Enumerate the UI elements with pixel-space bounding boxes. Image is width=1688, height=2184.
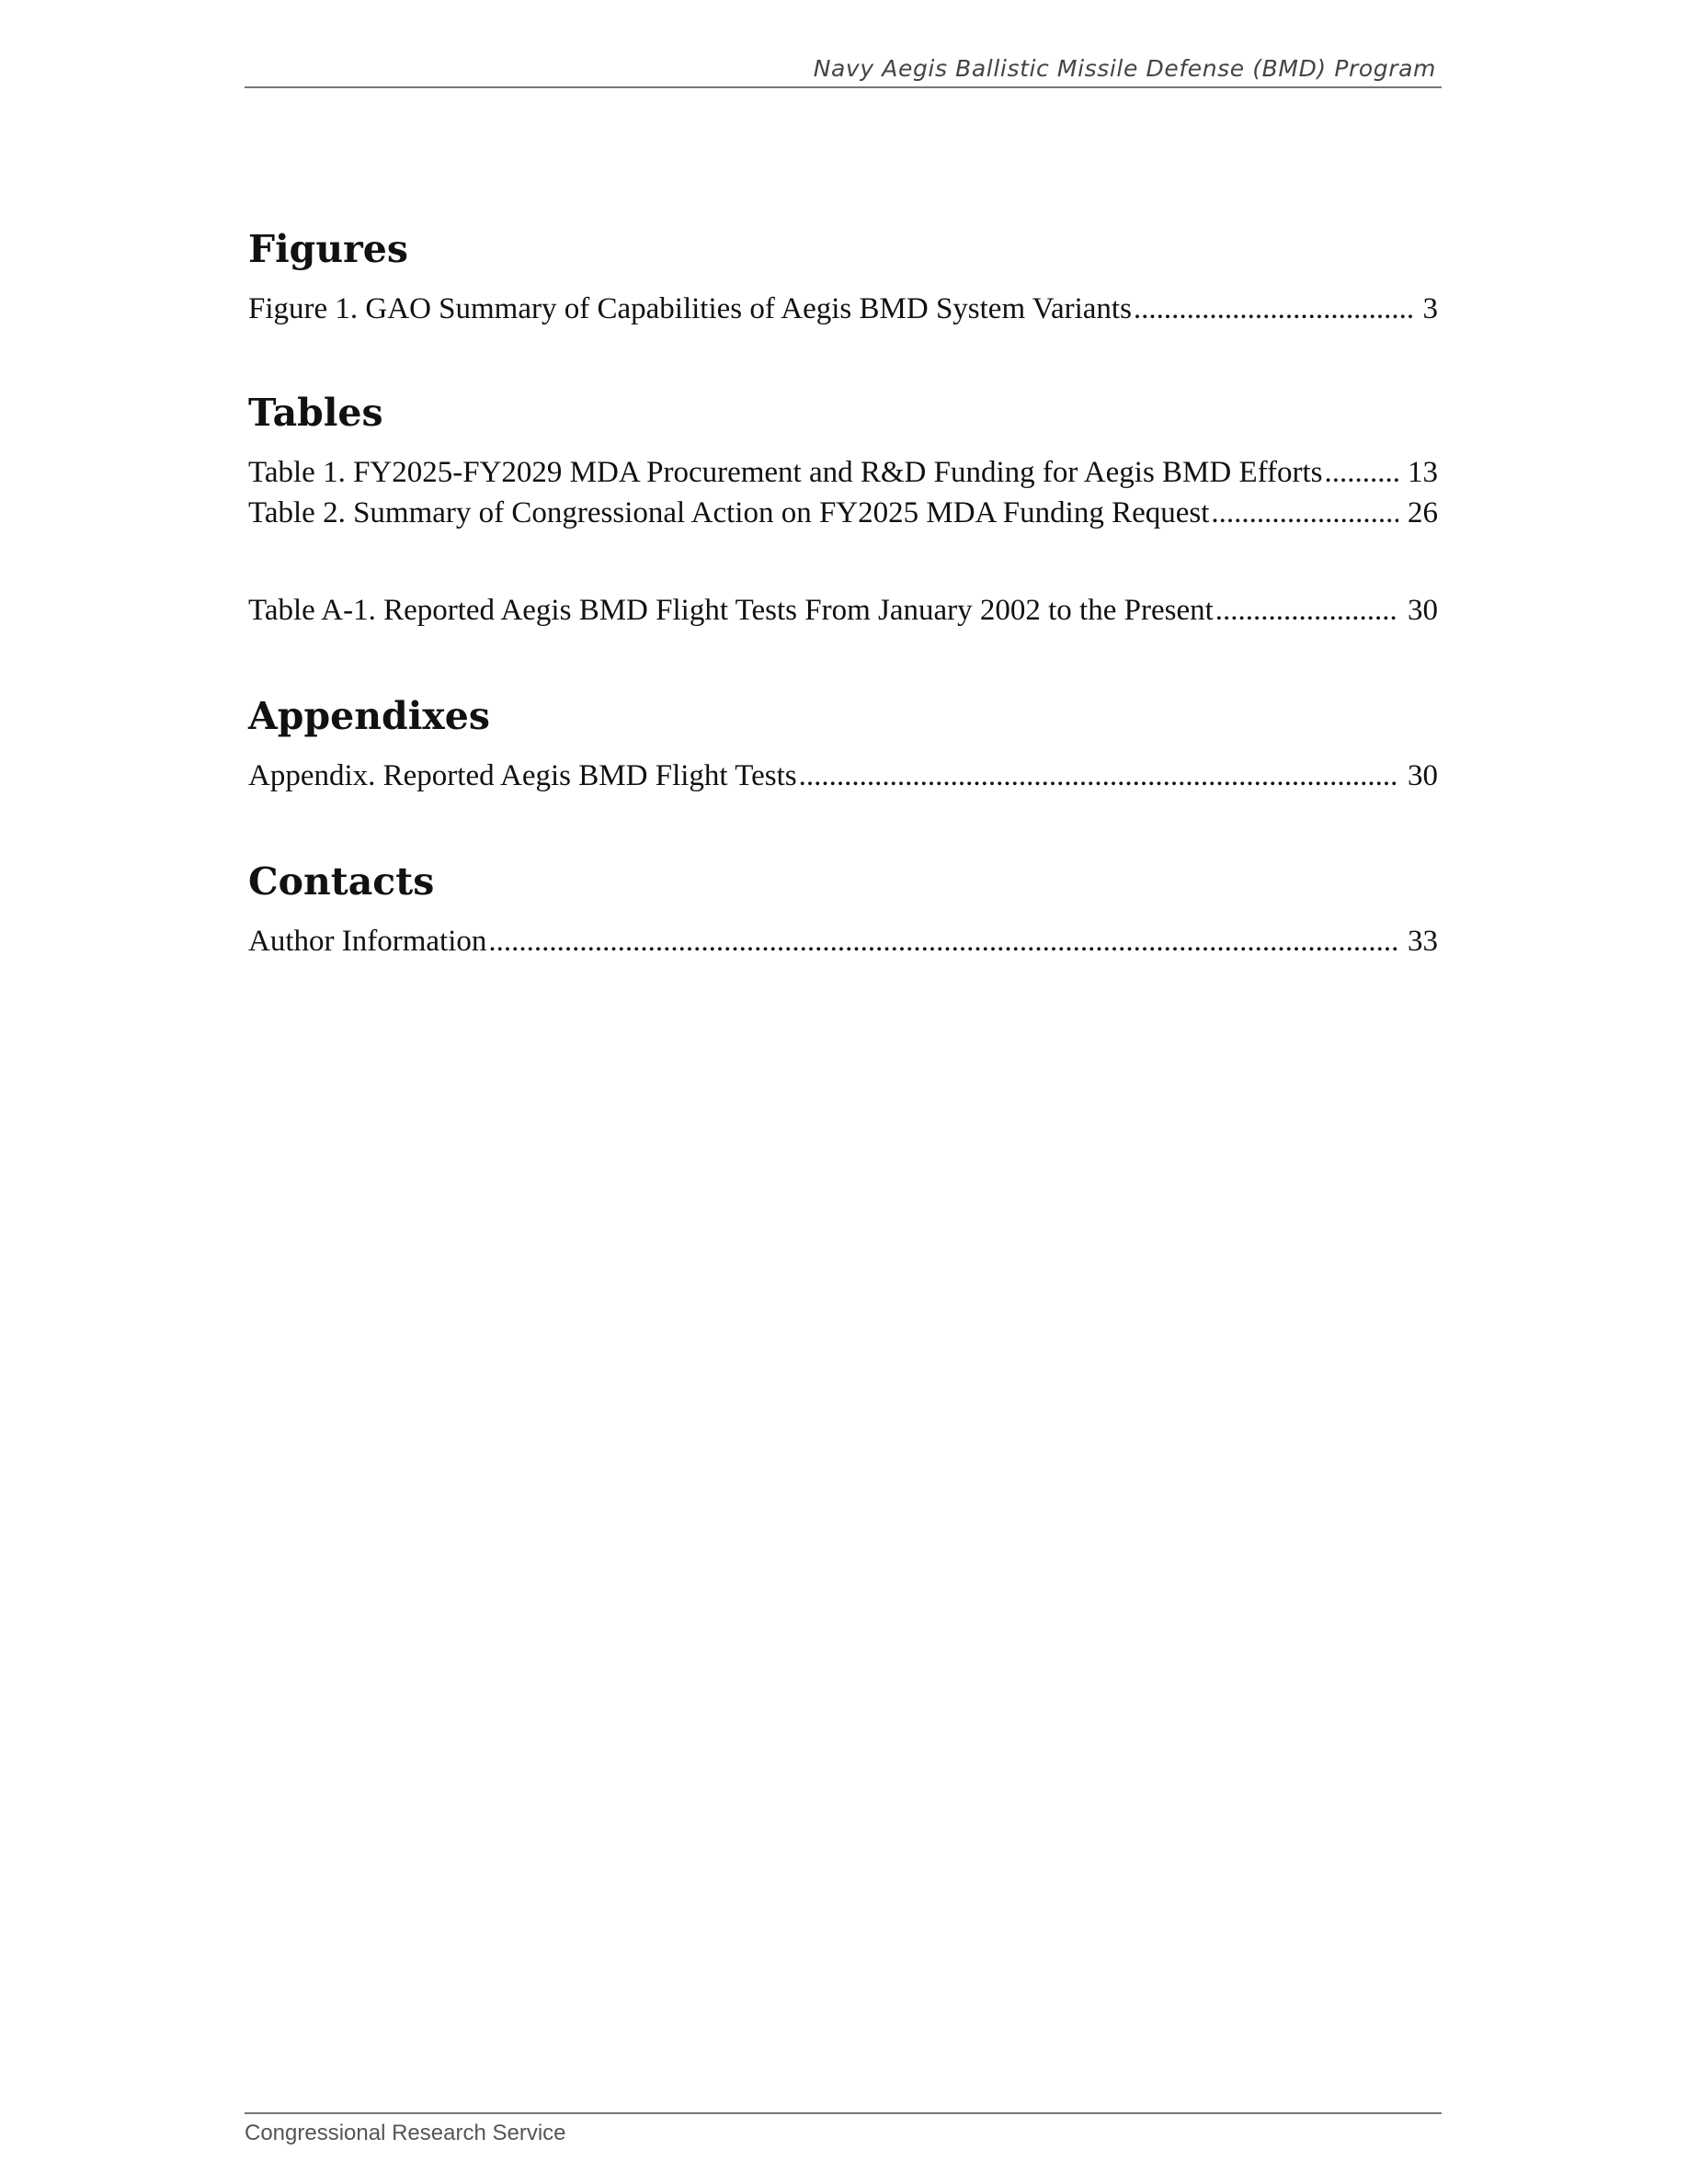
toc-entry-page: 3 (1422, 292, 1438, 325)
toc-entry-page: 26 (1408, 496, 1438, 529)
dot-leader (1215, 590, 1398, 631)
toc-entry-title: Table A-1. Reported Aegis BMD Flight Tests From January 2002 to the Present (248, 594, 1214, 627)
footer-text: Congressional Research Service (245, 2121, 566, 2145)
toc-entry-page: 13 (1408, 456, 1438, 489)
toc-entry-title: Figure 1. GAO Summary of Capabilities of Aegis BMD System Variants (248, 292, 1132, 325)
toc-entry-figure-1[interactable] (248, 289, 1438, 329)
toc-entry-title: Table 2. Summary of Congressional Action on FY2025 MDA Funding Request (248, 496, 1210, 529)
tables-heading: Tables (248, 391, 383, 435)
dot-leader (488, 921, 1398, 961)
toc-entry-title: Table 1. FY2025-FY2029 MDA Procurement and R&D Funding for Aegis BMD Efforts (248, 456, 1323, 489)
toc-entry-page: 30 (1408, 594, 1438, 627)
toc-entry-page: 30 (1408, 759, 1438, 792)
toc-entry-author-information[interactable] (248, 921, 1438, 961)
dot-leader (1325, 452, 1398, 493)
toc-entry-appendix[interactable] (248, 756, 1438, 796)
running-footer (245, 2112, 1442, 2147)
toc-entry-title: Author Information (248, 925, 487, 958)
running-header-title: Navy Aegis Ballistic Missile Defense (BMD) Program (813, 55, 1436, 82)
running-header (245, 55, 1442, 88)
appendixes-heading: Appendixes (248, 694, 490, 738)
dot-leader (1211, 493, 1398, 533)
toc-entry-table-2[interactable] (248, 493, 1438, 533)
dot-leader (799, 756, 1398, 796)
toc-entry-table-1[interactable] (248, 452, 1438, 493)
dot-leader (1134, 289, 1414, 329)
contacts-heading: Contacts (248, 859, 435, 904)
toc-entry-title: Appendix. Reported Aegis BMD Flight Tests (248, 759, 797, 792)
figures-heading: Figures (248, 227, 408, 271)
toc-entry-table-a-1[interactable] (248, 590, 1438, 631)
toc-entry-page: 33 (1408, 925, 1438, 958)
